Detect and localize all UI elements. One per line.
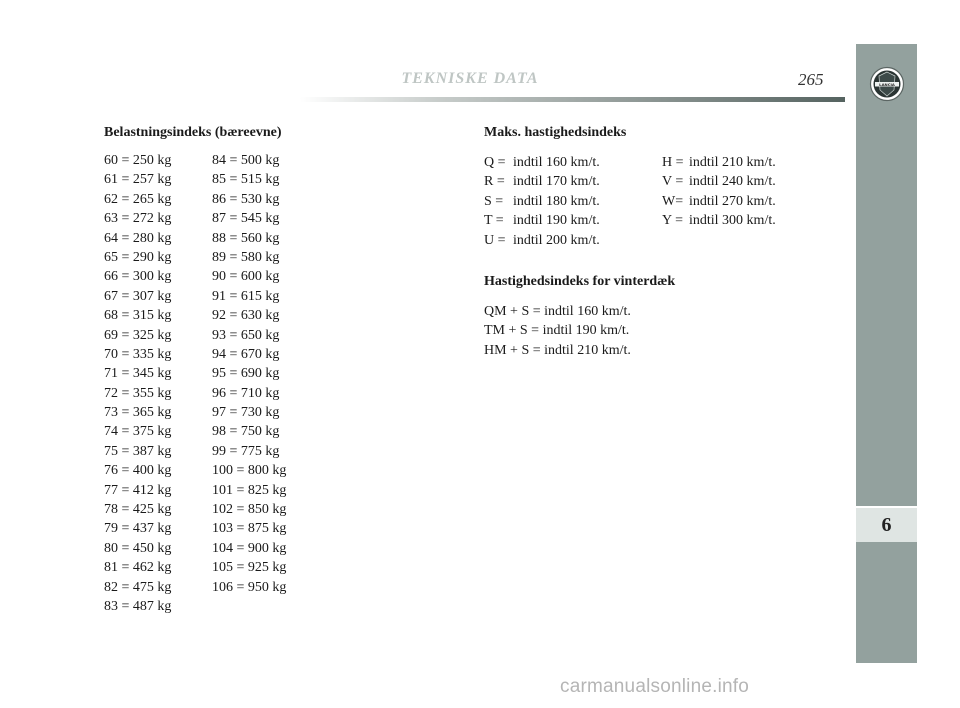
list-item: 63 = 272 kg <box>104 211 172 227</box>
index-value: indtil 170 km/t. <box>513 174 600 190</box>
list-item: 96 = 710 kg <box>212 385 280 401</box>
index-value: indtil 160 km/t. <box>513 155 600 170</box>
chapter-number: 6 <box>856 508 917 542</box>
winter-index-lines <box>484 302 631 360</box>
chapter-side-tab <box>856 44 917 663</box>
index-key: W= <box>662 193 684 209</box>
list-item: 71 = 345 kg <box>104 366 172 382</box>
load-index-column-1 <box>104 151 171 616</box>
index-key: S = <box>484 193 504 209</box>
list-item <box>662 211 776 230</box>
list-item: 77 = 412 kg <box>104 482 172 498</box>
list-item: 85 = 515 kg <box>212 172 280 188</box>
list-item: TM + S = indtil 190 km/t. <box>484 323 630 339</box>
list-item: 93 = 650 kg <box>212 327 280 343</box>
list-item <box>662 172 776 191</box>
list-item: 99 = 775 kg <box>212 443 280 459</box>
index-value: indtil 200 km/t. <box>513 232 600 248</box>
index-value: indtil 300 km/t. <box>689 213 776 229</box>
list-item: 98 = 750 kg <box>212 424 280 440</box>
list-item: 73 = 365 kg <box>104 405 172 421</box>
index-key: V = <box>662 174 684 190</box>
list-item: 60 = 250 kg <box>104 153 172 168</box>
speed-index-column-1 <box>484 153 600 250</box>
watermark: carmanualsonline.info <box>560 676 750 697</box>
list-item: 64 = 280 kg <box>104 230 172 246</box>
list-item <box>484 192 600 211</box>
speed-index-column-2 <box>662 153 776 231</box>
list-item <box>662 192 776 211</box>
list-item: 61 = 257 kg <box>104 172 172 188</box>
index-key: R = <box>484 174 505 190</box>
list-item: 74 = 375 kg <box>104 424 172 440</box>
load-index-heading: Belastningsindeks (bæreevne) <box>104 125 282 140</box>
speed-index-heading: Maks. hastighedsindeks <box>484 125 627 140</box>
list-item: 70 = 335 kg <box>104 346 172 362</box>
list-item: 75 = 387 kg <box>104 443 172 459</box>
list-item <box>484 153 600 172</box>
list-item: 104 = 900 kg <box>212 540 287 556</box>
header-rule <box>300 97 845 102</box>
list-item: 69 = 325 kg <box>104 327 172 343</box>
index-value: indtil 240 km/t. <box>689 174 776 190</box>
list-item: 81 = 462 kg <box>104 560 172 576</box>
list-item: 72 = 355 kg <box>104 385 172 401</box>
list-item: 80 = 450 kg <box>104 540 172 556</box>
list-item: 102 = 850 kg <box>212 502 287 518</box>
header-title: TEKNISKE DATA <box>401 70 539 87</box>
index-value: indtil 270 km/t. <box>689 193 776 209</box>
list-item <box>484 172 600 191</box>
list-item: 76 = 400 kg <box>104 463 172 479</box>
index-key: H = <box>662 155 684 170</box>
index-value: indtil 190 km/t. <box>513 213 600 229</box>
list-item: 66 = 300 kg <box>104 269 172 285</box>
list-item: 87 = 545 kg <box>212 211 280 227</box>
page-number: 265 <box>798 70 824 89</box>
index-key: U = <box>484 232 506 248</box>
index-key: Q = <box>484 155 506 170</box>
list-item: QM + S = indtil 160 km/t. <box>484 304 631 319</box>
list-item: 84 = 500 kg <box>212 153 280 168</box>
list-item: 100 = 800 kg <box>212 463 287 479</box>
list-item: 89 = 580 kg <box>212 249 280 265</box>
list-item: 62 = 265 kg <box>104 191 172 207</box>
list-item <box>484 231 600 250</box>
list-item: 88 = 560 kg <box>212 230 280 246</box>
list-item <box>662 153 776 172</box>
index-key: Y = <box>662 213 683 229</box>
list-item: 101 = 825 kg <box>212 482 287 498</box>
index-value: indtil 180 km/t. <box>513 193 600 209</box>
chapter-marker <box>856 504 917 542</box>
index-key: T = <box>484 213 504 229</box>
winter-index-heading: Hastighedsindeks for vinterdæk <box>484 274 676 289</box>
list-item: 95 = 690 kg <box>212 366 280 382</box>
list-item: 86 = 530 kg <box>212 191 280 207</box>
list-item <box>484 211 600 230</box>
list-item: HM + S = indtil 210 km/t. <box>484 342 631 358</box>
list-item: 68 = 315 kg <box>104 308 172 324</box>
list-item: 91 = 615 kg <box>212 288 280 304</box>
list-item: 65 = 290 kg <box>104 249 172 265</box>
index-value: indtil 210 km/t. <box>689 155 776 170</box>
list-item: 83 = 487 kg <box>104 598 172 614</box>
list-item: 67 = 307 kg <box>104 288 172 304</box>
list-item: 90 = 600 kg <box>212 269 280 285</box>
list-item: 78 = 425 kg <box>104 502 172 518</box>
load-index-column-2 <box>212 151 286 597</box>
list-item: 97 = 730 kg <box>212 405 280 421</box>
list-item: 105 = 925 kg <box>212 560 287 576</box>
list-item: 92 = 630 kg <box>212 308 280 324</box>
logo-text: LANCIA <box>879 81 895 87</box>
list-item: 106 = 950 kg <box>212 579 287 595</box>
list-item: 79 = 437 kg <box>104 521 172 537</box>
lancia-shield-icon <box>869 66 905 102</box>
list-item: 103 = 875 kg <box>212 521 287 537</box>
list-item: 94 = 670 kg <box>212 346 280 362</box>
list-item: 82 = 475 kg <box>104 579 172 595</box>
